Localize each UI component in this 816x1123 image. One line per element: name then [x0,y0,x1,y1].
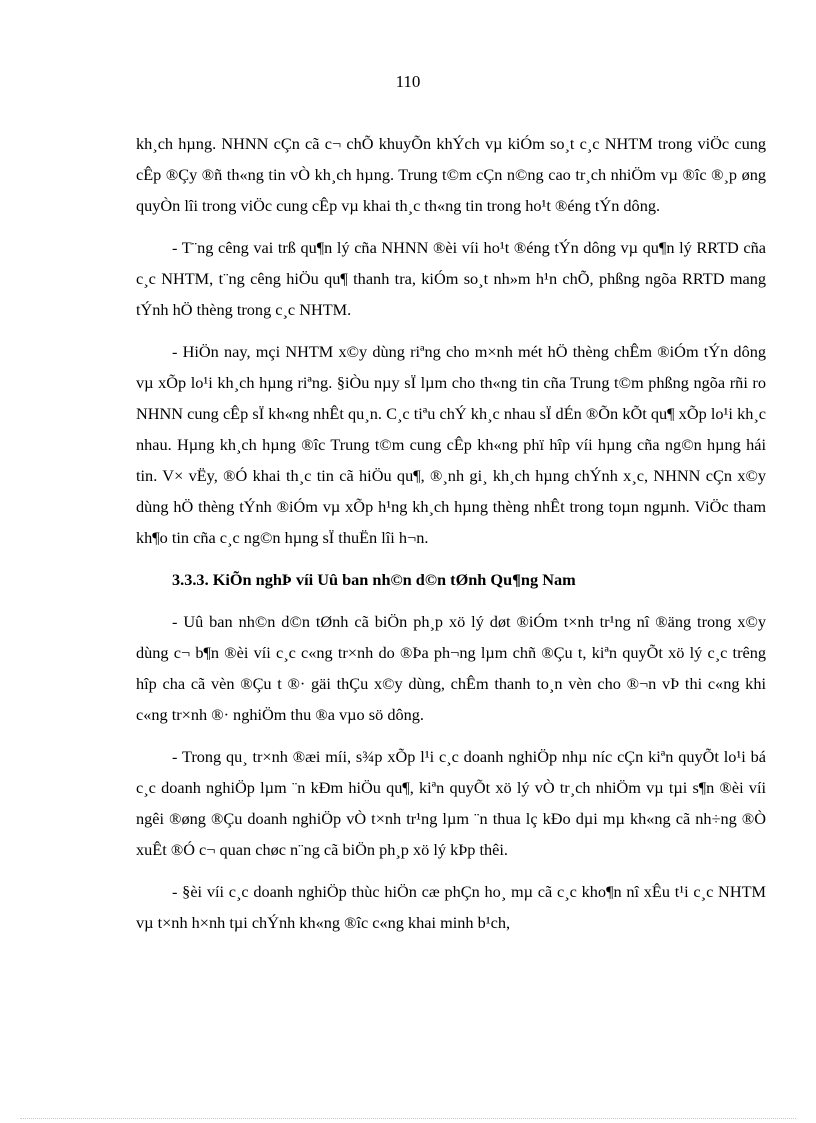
paragraph: kh¸ch hµng. NHNN cÇn cã c¬ chÕ khuyÕn khÝch vµ kiÓm so¸t c¸c NHTM trong viÖc cung cÊp ®Çy ®ñ th«ng tin vÒ kh¸ch hµng. Trung t©m cÇn n©ng cao tr¸ch nhiÖm vµ ®îc ®¸p øng quyÒn lîi trong viÖc cung cÊp vµ khai th¸c th«ng tin trong ho¹t ®éng tÝn dông. [136,134,766,215]
page-edge-divider [20,1118,796,1119]
document-body [136,128,766,949]
section-heading: 3.3.3. KiÕn nghÞ víi Uû ban nh©n d©n tØnh Qu¶ng Nam [172,570,576,589]
paragraph: - Uû ban nh©n d©n tØnh cã biÖn ph¸p xö lý døt ®iÓm t×nh tr¹ng nî ®äng trong x©y dùng c¬ b¶n ®èi víi c¸c c«ng tr×nh do ®Þa ph¬ng lµm chñ ®Çu t, kiªn quyÕt xö lý c¸c trêng hîp cha cã vèn ®Çu t ®· gäi thÇu x©y dùng, chÊm thanh to¸n vèn cho ®¬n vÞ thi c«ng khi c«ng tr×nh ®· nghiÖm thu ®a vµo sö dông. [136,612,766,724]
page-number: 110 [395,72,421,91]
paragraph: - §èi víi c¸c doanh nghiÖp thùc hiÖn cæ phÇn ho¸ mµ cã c¸c kho¶n nî xÊu t¹i c¸c NHTM vµ t×nh h×nh tµi chÝnh kh«ng ®îc c«ng khai minh b¹ch, [136,882,766,932]
paragraph: - HiÖn nay, mçi NHTM x©y dùng riªng cho m×nh mét hÖ thèng chÊm ®iÓm tÝn dông vµ xÕp lo¹i kh¸ch hµng riªng. §iÒu nµy sÏ lµm cho th«ng tin cña Trung t©m phßng ngõa rñi ro NHNN cung cÊp sÏ kh«ng nhÊt qu¸n. C¸c tiªu chÝ kh¸c nhau sÏ dÉn ®Õn kÕt qu¶ xÕp lo¹i kh¸c nhau. Hµng kh¸ch hµng ®îc Trung t©m cung cÊp kh«ng phï hîp víi hµng cña ng©n hµng hái tin. V× vËy, ®Ó khai th¸c tin cã hiÖu qu¶, ®¸nh gi¸ kh¸ch hµng chÝnh x¸c, NHNN cÇn x©y dùng hÖ thèng tÝnh ®iÓm vµ xÕp h¹ng kh¸ch hµng thèng nhÊt trong toµn ngµnh. ViÖc tham kh¶o tin cña c¸c ng©n hµng sÏ thuËn lîi h¬n. [136,342,766,547]
paragraph: - T¨ng cêng vai trß qu¶n lý cña NHNN ®èi víi ho¹t ®éng tÝn dông vµ qu¶n lý RRTD cña c¸c NHTM, t¨ng cêng hiÖu qu¶ thanh tra, kiÓm so¸t nh»m h¹n chÕ, phßng ngõa RRTD mang tÝnh hÖ thèng trong c¸c NHTM. [136,238,766,319]
paragraph: - Trong qu¸ tr×nh ®æi míi, s¾p xÕp l¹i c¸c doanh nghiÖp nhµ níc cÇn kiªn quyÕt lo¹i bá c¸c doanh nghiÖp lµm ¨n kÐm hiÖu qu¶, kiªn quyÕt xö lý vÒ tr¸ch nhiÖm vµ tµi s¶n ®èi víi ngêi ®øng ®Çu doanh nghiÖp vÒ t×nh tr¹ng lµm ¨n thua lç kÐo dµi mµ kh«ng cã nh÷ng ®Ò xuÊt ®Ó c¬ quan chøc n¨ng cã biÖn ph¸p xö lý kÞp thêi. [136,747,766,859]
